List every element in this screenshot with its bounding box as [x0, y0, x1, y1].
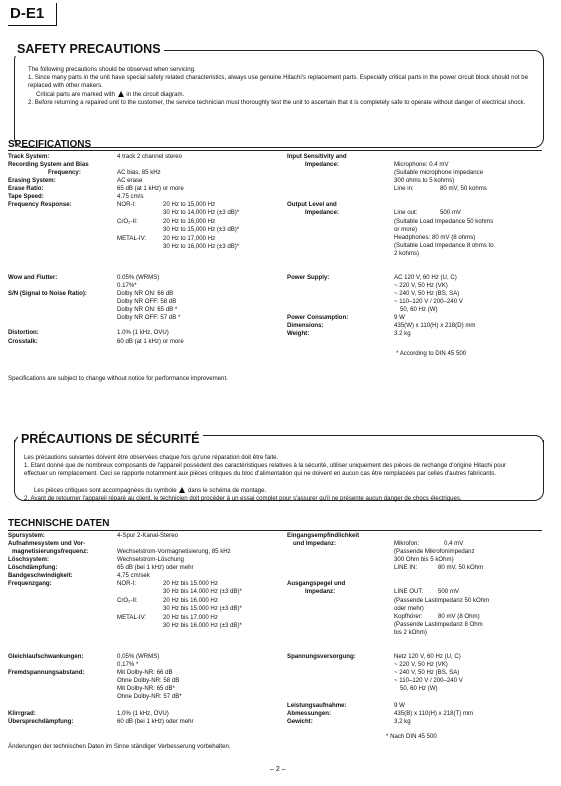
page-number: – 2 –	[270, 766, 286, 773]
spec-de-change-note: Änderungen der technischen Daten im Sinne ständiger Verbesserung vorbehalten.	[8, 743, 231, 750]
safety-title: SAFETY PRECAUTIONS	[14, 42, 164, 56]
spec-en-change-note: Specifications are subject to change without notice for performance improvement.	[8, 375, 228, 382]
spec-en-footnote: * According to DIN 45 500	[396, 350, 467, 357]
spec-en-title: SPECIFICATIONS	[8, 139, 92, 150]
spec-de-title: TECHNISCHE DATEN	[8, 518, 110, 529]
safety-fr-title: PRÉCAUTIONS DE SÉCURITÉ	[18, 432, 203, 446]
spec-en-rule	[8, 150, 542, 151]
warning-triangle-icon	[118, 91, 124, 97]
spec-de-rule	[8, 530, 542, 531]
spec-de-footnote: * Nach DIN 45 500	[386, 733, 437, 740]
warning-triangle-icon	[179, 487, 185, 493]
model-label: D-E1	[8, 3, 57, 26]
